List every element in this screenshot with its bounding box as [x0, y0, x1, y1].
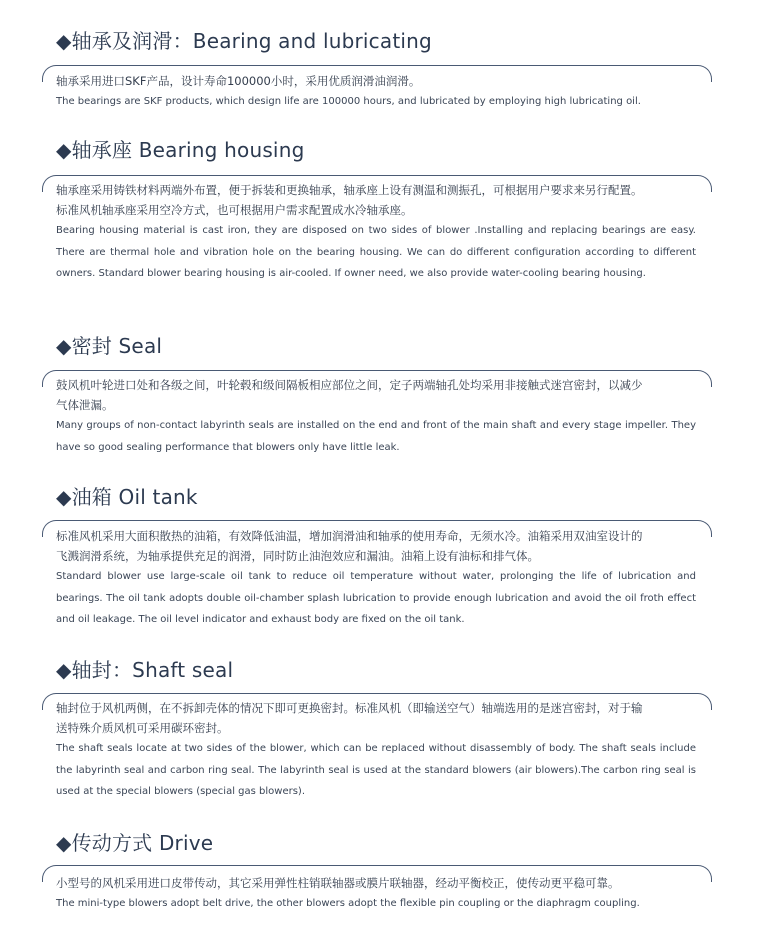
section-heading: ◆轴承及润滑：Bearing and lubricating: [56, 29, 432, 53]
english-text: The bearings are SKF products, which design life are 100000 hours, and lubricated by employing high lubricating oil.: [56, 96, 641, 107]
english-text: The mini-type blowers adopt belt drive, the other blowers adopt the flexible pin coupling or the diaphragm coupling.: [56, 898, 640, 909]
english-text: Standard blower use large-scale oil tank to reduce oil temperature without water, prolonging the life of lubrication and bearings. The oil tank adopts double oil-chamber splash lubrication to provide enough lubrication and avoid the oil froth effect and oil leakage. The oil level indicator and exhaust body are fixed on the oil tank.: [56, 571, 696, 625]
section-heading: ◆油箱 Oil tank: [56, 485, 198, 509]
section-heading: ◆轴承座 Bearing housing: [56, 138, 305, 162]
section-body: [56, 375, 696, 458]
chinese-text-line: 飞溅润滑系统，为轴承提供充足的润滑，同时防止油泡效应和漏油。油箱上设有油标和排气体。: [56, 549, 539, 563]
section-heading: ◆轴封：Shaft seal: [56, 658, 234, 682]
section-heading: ◆传动方式 Drive: [56, 831, 214, 855]
chinese-text-line: 气体泄漏。: [56, 398, 114, 412]
chinese-text-line: 标准风机采用大面积散热的油箱，有效降低油温，增加润滑油和轴承的使用寿命，无须水冷。油箱采用双油室设计的: [56, 529, 643, 543]
chinese-text-line: 小型号的风机采用进口皮带传动，其它采用弹性柱销联轴器或膜片联轴器，经动平衡校正，使传动更平稳可靠。: [56, 876, 620, 890]
chinese-text-line: 轴承采用进口SKF产品，设计寿命100000小时，采用优质润滑油润滑。: [56, 74, 421, 88]
section-heading: ◆密封 Seal: [56, 334, 163, 358]
section-body: [56, 873, 696, 915]
chinese-text-line: 鼓风机叶轮进口处和各级之间，叶轮毂和级间隔板相应部位之间，定子两端轴孔处均采用非接触式迷宫密封，以减少: [56, 378, 643, 392]
english-text: Many groups of non-contact labyrinth seals are installed on the end and front of the main shaft and every stage impeller. They have so good sealing performance that blowers only have little leak.: [56, 420, 696, 453]
section-body: [56, 526, 696, 631]
chinese-text-line: 送特殊介质风机可采用碳环密封。: [56, 721, 229, 735]
chinese-text-line: 轴封位于风机两侧，在不拆卸壳体的情况下即可更换密封。标准风机（即输送空气）轴端选用的是迷宫密封，对于输: [56, 701, 643, 715]
english-text: Bearing housing material is cast iron, they are disposed on two sides of blower .Installing and replacing bearings are easy. There are thermal hole and vibration hole on the bearing housing. We can do different configuration according to different owners. Standard blower bearing housing is air-cooled. If owner need, we also provide water-cooling bearing housing.: [56, 225, 696, 279]
section-body: [56, 71, 696, 113]
chinese-text-line: 标准风机轴承座采用空冷方式，也可根据用户需求配置成水冷轴承座。: [56, 203, 413, 217]
section-body: [56, 180, 696, 285]
english-text: The shaft seals locate at two sides of the blower, which can be replaced without disassembly of body. The shaft seals include the labyrinth seal and carbon ring seal. The labyrinth seal is used at the standard blowers (air blowers).The carbon ring seal is used at the special blowers (special gas blowers).: [56, 743, 696, 797]
chinese-text-line: 轴承座采用铸铁材料两端外布置，便于拆装和更换轴承，轴承座上设有测温和测振孔，可根据用户要求来另行配置。: [56, 183, 643, 197]
section-body: [56, 698, 696, 803]
